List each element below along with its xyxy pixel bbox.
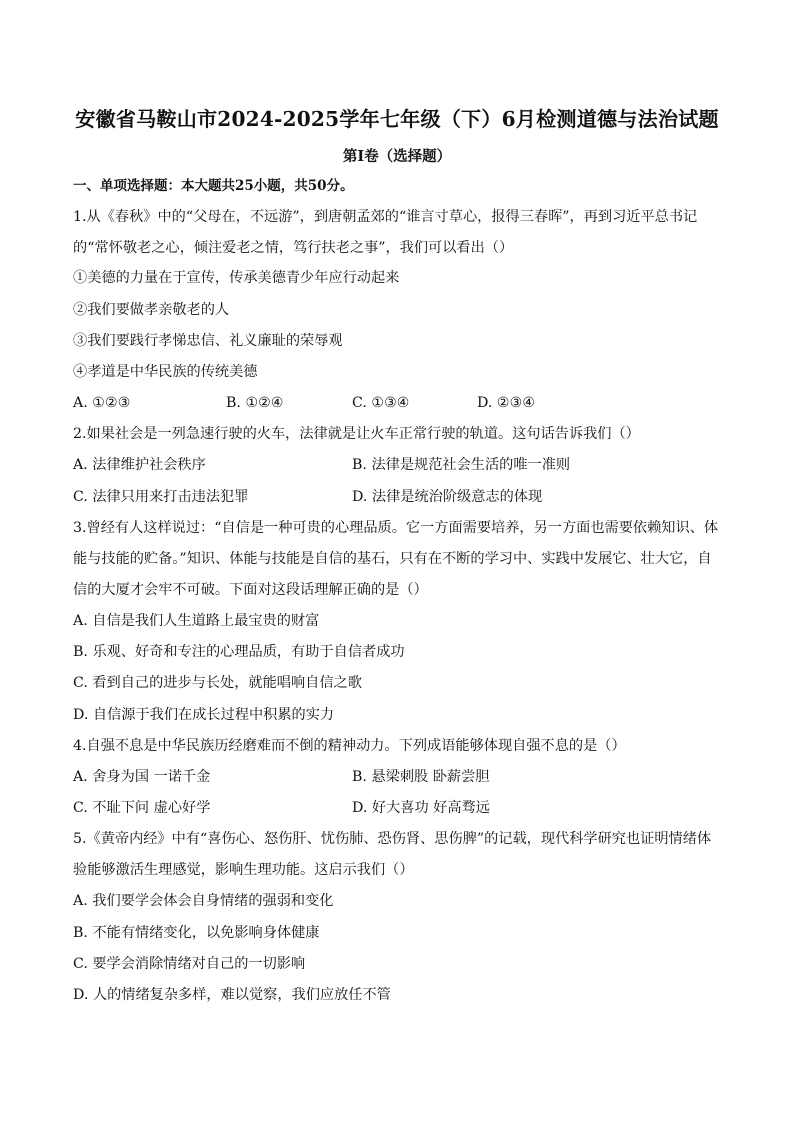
q1-option-c: C. ①③④ — [352, 395, 410, 411]
q5-option-c: C. 要学会消除情绪对自己的一切影响 — [73, 956, 306, 972]
q3-option-b: B. 乐观、好奇和专注的心理品质，有助于自信者成功 — [73, 644, 405, 660]
q2-option-b: B. 法律是规范社会生活的唯一准则 — [352, 457, 571, 473]
q1-option-a: A. ①②③ — [73, 395, 131, 411]
q4-option-c: C. 不耻下问 虚心好学 — [73, 800, 211, 816]
q1-option-d: D. ②③④ — [477, 395, 536, 411]
q5-option-a: A. 我们要学会体会自身情绪的强弱和变化 — [73, 893, 334, 909]
q4-option-a: A. 舍身为国 一诺千金 — [73, 769, 211, 785]
q5-stem-line-2: 验能够激活生理感觉，影响生理功能。这启示我们（） — [73, 862, 414, 878]
q3-option-c: C. 看到自己的进步与长处，就能唱响自信之歌 — [73, 675, 362, 691]
q3-option-d: D. 自信源于我们在成长过程中积累的实力 — [73, 707, 335, 723]
q2-option-d: D. 法律是统治阶级意志的体现 — [352, 489, 543, 505]
q1-statement-2: ②我们要做孝亲敬老的人 — [73, 302, 230, 318]
q4-option-b: B. 悬梁刺股 卧薪尝胆 — [352, 769, 490, 785]
q1-stem-line-2: 的“常怀敬老之心，倾注爱老之情，笃行扶老之事”，我们可以看出（） — [73, 240, 514, 256]
q5-option-b: B. 不能有情绪变化，以免影响身体健康 — [73, 925, 320, 941]
q3-stem-line-2: 能与技能的贮备。”知识、体能与技能是自信的基石，只有在不断的学习中、实践中发展它、壮大它，自 — [73, 551, 712, 567]
q5-stem-line-1: 5.《黄帝内经》中有“喜伤心、怒伤肝、忧伤肺、恐伤肾、思伤脾”的记载，现代科学研究也证明情绪体 — [73, 831, 712, 847]
q5-option-d: D. 人的情绪复杂多样，难以觉察，我们应放任不管 — [73, 987, 391, 1003]
section-subtitle: 第Ⅰ卷（选择题） — [342, 148, 452, 165]
q2-option-a: A. 法律维护社会秩序 — [73, 457, 206, 473]
q4-option-d: D. 好大喜功 好高骛远 — [352, 800, 490, 816]
q3-stem-line-1: 3.曾经有人这样说过：“自信是一种可贵的心理品质。它一方面需要培养，另一方面也需要依赖知识、体 — [73, 520, 719, 536]
q1-statement-3: ③我们要践行孝悌忠信、礼义廉耻的荣辱观 — [73, 333, 343, 349]
q3-stem-line-3: 信的大厦才会牢不可破。下面对这段话理解正确的是（） — [73, 582, 428, 598]
q1-option-b: B. ①②④ — [226, 395, 284, 411]
q1-stem-line-1: 1.从《春秋》中的“父母在，不远游”，到唐朝孟郊的“谁言寸草心，报得三春晖”，再到习近平总书记 — [73, 209, 698, 225]
q3-option-a: A. 自信是我们人生道路上最宝贵的财富 — [73, 613, 320, 629]
q2-option-c: C. 法律只用来打击违法犯罪 — [73, 489, 249, 505]
page-title: 安徽省马鞍山市2024-2025学年七年级（下）6月检测道德与法治试题 — [75, 107, 719, 131]
section-heading: 一、单项选择题：本大题共25小题，共50分。 — [73, 178, 354, 194]
q4-stem-line-1: 4.自强不息是中华民族历经磨难而不倒的精神动力。下列成语能够体现自强不息的是（） — [73, 738, 626, 754]
q2-stem-line-1: 2.如果社会是一列急速行驶的火车，法律就是让火车正常行驶的轨道。这句话告诉我们（） — [73, 426, 640, 442]
q1-statement-4: ④孝道是中华民族的传统美德 — [73, 364, 258, 380]
q1-statement-1: ①美德的力量在于宣传，传承美德青少年应行动起来 — [73, 270, 400, 286]
